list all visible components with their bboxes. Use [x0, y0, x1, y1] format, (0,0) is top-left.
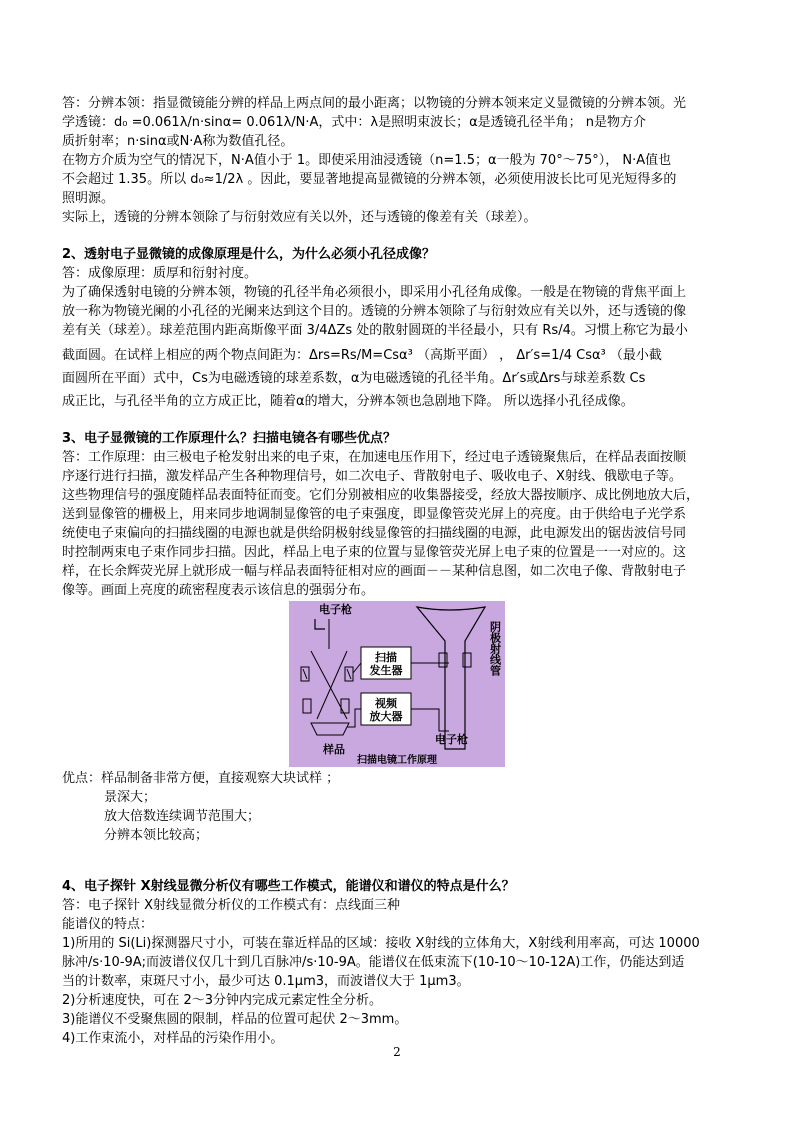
- text-line: 面圆所在平面）式中，Cs为电磁透镜的球差系数，α为电磁透镜的孔径半角。Δr′s或Δrs与球差系数 Cs: [62, 371, 646, 386]
- label-electron-gun-bottom: 电子枪: [435, 733, 468, 746]
- question-3: [62, 429, 742, 845]
- label-scan-1: 扫描: [375, 651, 397, 664]
- text-line: 答：工作原理：由三极电子枪发射出来的电子束，在加速电压作用下，经过电子透镜聚焦后，在样品表面按顺: [62, 450, 687, 465]
- label-scan-2: 发生器: [369, 664, 403, 677]
- text-line: 像等。画面上亮度的疏密程度表示该信息的强弱分布。: [62, 583, 375, 598]
- page-number: 2: [393, 1045, 401, 1059]
- text-line: 差有关（球差）。球差范围内距高斯像平面 3/4ΔZs 处的散射圆斑的半径最小，只有 Rs/4。习惯上称它为最小: [62, 323, 688, 338]
- text-line: 序逐行进行扫描，激发样品产生各种物理信号，如二次电子、背散射电子、吸收电子、X射线、俄歇电子等。: [62, 469, 682, 484]
- question-2: [62, 245, 742, 411]
- text-line: 3)能谱仪不受聚焦圆的限制，样品的位置可起伏 2～3mm。: [62, 1012, 408, 1027]
- advantage-item: 放大倍数连续调节范围大；: [104, 809, 261, 824]
- text-line: 学透镜：d₀ =0.061λ/n·sinα= 0.061λ/N·A，式中：λ是照明束波长；α是透镜孔径半角； n是物方介: [62, 115, 647, 130]
- answer-1: [62, 94, 742, 227]
- question-4: [62, 877, 742, 1048]
- text-line: 2)分析速度快，可在 2～3分钟内完成元素定性全分析。: [62, 993, 383, 1008]
- text-line: 当的计数率，束斑尺寸小，最少可达 0.1μm3，而波谱仪大于 1μm3。: [62, 974, 470, 989]
- text-line: 放一称为物镜光阑的小孔径的光阑来达到这个目的。透镜的分辨本领除了与衍射效应有关以外，还与透镜的像: [62, 304, 687, 319]
- text-line: 不会超过 1.35。所以 d₀≈1/2λ 。因此，要显著地提高显微镜的分辨本领，必须使用波长比可见光短得多的: [62, 172, 677, 187]
- text-line: 脉冲/s·10-9A;而波谱仪仅几十到几百脉冲/s·10-9A。能谱仪在低束流下(10-10～10-12A)工作，仍能达到适: [62, 955, 685, 970]
- label-video-2: 放大器: [369, 710, 403, 723]
- advantage-item: 景深大；: [104, 790, 157, 805]
- text-line: 送到显像管的栅极上，用来同步地调制显像管的电子束强度，即显像管荧光屏上的亮度。由于供给电子光学系: [62, 507, 687, 522]
- text-line: 统使电子束偏向的扫描线圈的电源也就是供给阴极射线显像管的扫描线圈的电源，此电源发出的锯齿波信号同: [62, 526, 687, 541]
- label-video-1: 视频: [375, 697, 397, 710]
- text-line: 照明源。: [62, 191, 115, 206]
- text-line: 截面圆。在试样上相应的两个物点间距为：Δrs=Rs/M=Csα³ （高斯平面） ， Δr′s=1/4 Csα³ （最小截: [62, 348, 662, 363]
- text-line: 4)工作束流小，对样品的污染作用小。: [62, 1031, 284, 1046]
- question-title: 3、电子显微镜的工作原理什么？扫描电镜各有哪些优点？: [62, 431, 397, 446]
- text-line: 为了确保透射电镜的分辨本领，物镜的孔径半角必须很小，即采用小孔径角成像。一般是在物镜的背焦平面上: [62, 285, 687, 300]
- text-line: 成正比，与孔径半角的立方成正比，随着α的增大，分辨本领也急剧地下降。 所以选择小孔径成像。: [62, 394, 634, 409]
- text-line: 1)所用的 Si(Li)探测器尺寸小，可装在靠近样品的区域：接收 X射线的立体角大，X射线利用率高，可达 10000: [62, 936, 700, 951]
- sem-diagram-svg: [289, 601, 505, 767]
- text-line: 实际上，透镜的分辨本领除了与衍射效应有关以外，还与透镜的像差有关（球差）。: [62, 210, 537, 225]
- text-line: 能谱仪的特点：: [62, 917, 154, 932]
- text-line: 质折射率；n·sinα或N·A称为数值孔径。: [62, 134, 294, 149]
- text-line: 答：电子探针 X射线显微分析仪的工作模式有：点线面三种: [62, 898, 401, 913]
- diagram-caption: 扫描电镜工作原理: [357, 755, 437, 766]
- text-line: 答：分辨本领：指显微镜能分辨的样品上两点间的最小距离；以物镜的分辨本领来定义显微镜的分辨本领。光: [62, 96, 687, 111]
- label-crt: 阴极射线管: [488, 621, 502, 676]
- question-title: 2、透射电子显微镜的成像原理是什么，为什么必须小孔径成像？: [62, 247, 436, 262]
- document-body: [62, 94, 742, 1048]
- text-line: 答：成像原理：质厚和衍射衬度。: [62, 266, 258, 281]
- label-electron-gun-top: 电子枪: [319, 603, 352, 616]
- diagram-background: [289, 601, 505, 767]
- label-sample: 样品: [323, 743, 345, 756]
- sem-principle-diagram: [289, 601, 505, 767]
- text-line: 时控制两束电子束作同步扫描。因此，样品上电子束的位置与显像管荧光屏上电子束的位置是一一对应的。这: [62, 545, 687, 560]
- advantage-item: 分辨本领比较高；: [104, 828, 209, 843]
- text-line: 在物方介质为空气的情况下，N·A值小于 1。即使采用油浸透镜（n=1.5；α一般为 70°～75°）， N·A值也: [62, 153, 672, 168]
- advantages-first: 优点：样品制备非常方便，直接观察大块试样 ；: [62, 771, 340, 786]
- text-line: 这些物理信号的强度随样品表面特征而变。它们分别被相应的收集器接受，经放大器按顺序、成比例地放大后，: [62, 488, 700, 503]
- text-line: 样，在长余辉荧光屏上就形成一幅与样品表面特征相对应的画面－－某种信息图，如二次电子像、背散射电子: [62, 564, 687, 579]
- question-title: 4、电子探针 X射线显微分析仪有哪些工作模式，能谱仪和谱仪的特点是什么？: [62, 879, 515, 894]
